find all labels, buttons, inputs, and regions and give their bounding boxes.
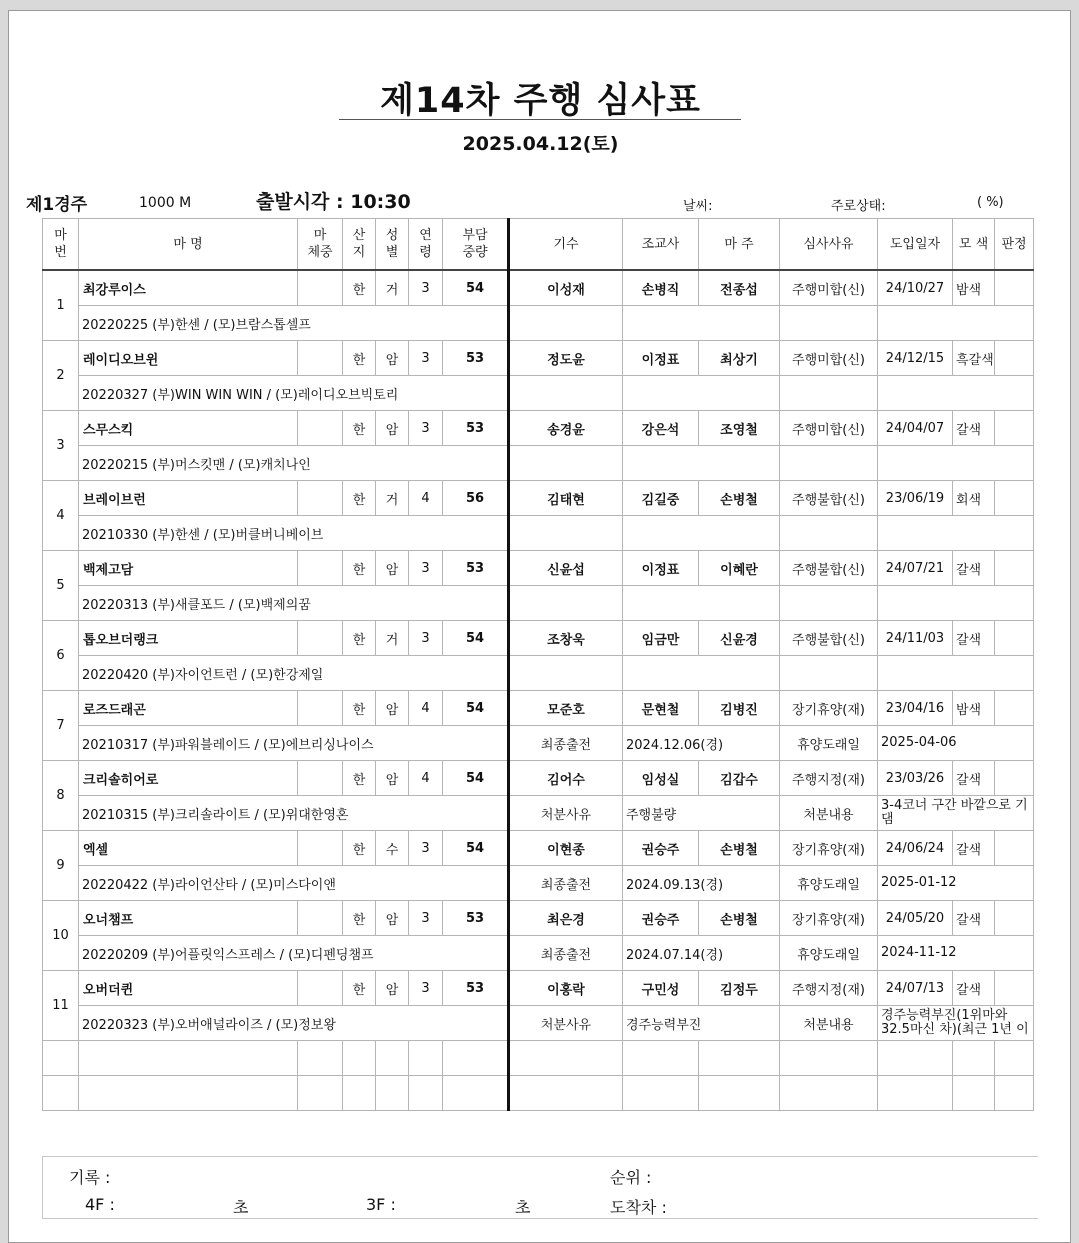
origin-cell: 한	[343, 901, 376, 936]
entry-detail-row	[43, 376, 1034, 411]
judge-cell	[995, 411, 1034, 446]
jockey-name: 송경윤	[509, 411, 623, 446]
entry-row	[43, 411, 1034, 446]
judge-cell	[995, 761, 1034, 796]
entry-row	[43, 270, 1034, 306]
coat-color: 밤색	[953, 691, 995, 726]
detail-label-1	[509, 306, 623, 341]
origin-cell: 한	[343, 270, 376, 306]
detail-value-1	[623, 516, 780, 551]
entry-number: 9	[43, 831, 79, 901]
detail-value-1: 경주능력부진	[623, 1006, 780, 1041]
coat-color: 갈색	[953, 831, 995, 866]
detail-value-1	[623, 306, 780, 341]
horse-name: 백제고담	[79, 551, 298, 586]
empty-cell	[43, 1076, 79, 1111]
horse-name: 로즈드래곤	[79, 691, 298, 726]
review-reason: 주행불합(신)	[780, 621, 878, 656]
horse-name: 레이디오브윈	[79, 341, 298, 376]
entry-detail-row	[43, 726, 1034, 761]
load-weight: 53	[443, 551, 509, 586]
review-reason: 장기휴양(재)	[780, 691, 878, 726]
age-cell: 3	[409, 341, 443, 376]
entry-detail-row	[43, 446, 1034, 481]
entry-detail-row	[43, 936, 1034, 971]
detail-label-2: 휴양도래일	[780, 866, 878, 901]
age-cell: 3	[409, 411, 443, 446]
pedigree: 20220420 (부)자이언트런 / (모)한강제일	[79, 656, 509, 691]
jockey-name: 신윤섭	[509, 551, 623, 586]
body-weight-cell	[298, 971, 343, 1006]
entry-number: 10	[43, 901, 79, 971]
judge-cell	[995, 901, 1034, 936]
pedigree: 20220422 (부)라이언산타 / (모)미스다이앤	[79, 866, 509, 901]
sex-cell: 거	[376, 270, 409, 306]
trainer-name: 이정표	[623, 341, 699, 376]
empty-cell	[43, 1041, 79, 1076]
detail-label-2: 휴양도래일	[780, 726, 878, 761]
empty-cell	[878, 1041, 953, 1076]
load-weight: 53	[443, 411, 509, 446]
header-sex: 성 별	[376, 219, 409, 271]
sex-cell: 암	[376, 341, 409, 376]
jockey-name: 김태현	[509, 481, 623, 516]
owner-name: 조영철	[699, 411, 780, 446]
split-3f-label: 3F :	[366, 1195, 396, 1214]
detail-value-2: 2025-01-12	[878, 866, 1034, 901]
header-origin: 산 지	[343, 219, 376, 271]
coat-color: 갈색	[953, 551, 995, 586]
judge-cell	[995, 971, 1034, 1006]
empty-cell	[623, 1076, 699, 1111]
age-cell: 3	[409, 901, 443, 936]
horse-name: 최강루이스	[79, 270, 298, 306]
pedigree: 20210330 (부)한센 / (모)버클버니베이브	[79, 516, 509, 551]
intro-date: 24/05/20	[878, 901, 953, 936]
load-weight: 56	[443, 481, 509, 516]
trainer-name: 김길중	[623, 481, 699, 516]
detail-value-1: 2024.07.14(경)	[623, 936, 780, 971]
trainer-name: 문현철	[623, 691, 699, 726]
coat-color: 갈색	[953, 411, 995, 446]
detail-value-1	[623, 446, 780, 481]
detail-value-1	[623, 586, 780, 621]
owner-name: 손병철	[699, 901, 780, 936]
empty-cell	[79, 1076, 298, 1111]
load-weight: 54	[443, 691, 509, 726]
age-cell: 3	[409, 270, 443, 306]
entry-detail-row	[43, 796, 1034, 831]
track-moisture-percent: ( %)	[977, 195, 1004, 210]
review-reason: 주행지정(재)	[780, 761, 878, 796]
detail-label-2	[780, 586, 878, 621]
horse-name: 오너챔프	[79, 901, 298, 936]
trainer-name: 임성실	[623, 761, 699, 796]
detail-value-2	[878, 516, 1034, 551]
entries-table	[42, 218, 1034, 1111]
empty-cell	[623, 1041, 699, 1076]
detail-value-2	[878, 446, 1034, 481]
jockey-name: 조창욱	[509, 621, 623, 656]
body-weight-cell	[298, 831, 343, 866]
origin-cell: 한	[343, 831, 376, 866]
body-weight-cell	[298, 411, 343, 446]
entry-detail-row	[43, 586, 1034, 621]
detail-value-1	[623, 376, 780, 411]
trainer-name: 권승주	[623, 831, 699, 866]
header-owner: 마 주	[699, 219, 780, 271]
sex-cell: 거	[376, 481, 409, 516]
load-weight: 53	[443, 971, 509, 1006]
coat-color: 밤색	[953, 270, 995, 306]
header-body-weight: 마 체중	[298, 219, 343, 271]
weather-label: 날씨:	[683, 199, 713, 214]
owner-name: 이혜란	[699, 551, 780, 586]
review-reason: 주행미합(신)	[780, 411, 878, 446]
entry-row	[43, 761, 1034, 796]
empty-cell	[376, 1076, 409, 1111]
body-weight-cell	[298, 551, 343, 586]
detail-label-1	[509, 656, 623, 691]
origin-cell: 한	[343, 341, 376, 376]
detail-label-2	[780, 656, 878, 691]
horse-name: 엑셀	[79, 831, 298, 866]
empty-cell	[409, 1076, 443, 1111]
track-condition-label: 주로상태:	[831, 199, 886, 214]
header-age: 연 령	[409, 219, 443, 271]
horse-name: 스무스킥	[79, 411, 298, 446]
age-cell: 3	[409, 971, 443, 1006]
jockey-name: 최은경	[509, 901, 623, 936]
empty-row	[43, 1076, 1034, 1111]
empty-cell	[509, 1041, 623, 1076]
entry-number: 5	[43, 551, 79, 621]
sex-cell: 암	[376, 761, 409, 796]
page-title: 제14차 주행 심사표	[380, 81, 701, 121]
load-weight: 54	[443, 270, 509, 306]
age-cell: 3	[409, 621, 443, 656]
entry-number: 2	[43, 341, 79, 411]
coat-color: 회색	[953, 481, 995, 516]
trainer-name: 구민성	[623, 971, 699, 1006]
split-4f-unit: 초	[233, 1198, 249, 1217]
intro-date: 23/03/26	[878, 761, 953, 796]
origin-cell: 한	[343, 481, 376, 516]
sex-cell: 수	[376, 831, 409, 866]
sex-cell: 거	[376, 621, 409, 656]
rank-label: 순위 :	[610, 1168, 652, 1187]
entry-detail-row	[43, 1006, 1034, 1041]
horse-name: 크리솔히어로	[79, 761, 298, 796]
detail-value-2: 2024-11-12	[878, 936, 1034, 971]
intro-date: 24/07/13	[878, 971, 953, 1006]
entry-number: 1	[43, 270, 79, 341]
sex-cell: 암	[376, 551, 409, 586]
jockey-name: 이홍락	[509, 971, 623, 1006]
origin-cell: 한	[343, 971, 376, 1006]
empty-cell	[780, 1076, 878, 1111]
owner-name: 손병철	[699, 481, 780, 516]
pedigree: 20220215 (부)머스킷맨 / (모)캐치나인	[79, 446, 509, 481]
record-box	[42, 1156, 1038, 1219]
entry-number: 6	[43, 621, 79, 691]
pedigree: 20220313 (부)새클포드 / (모)백제의꿈	[79, 586, 509, 621]
origin-cell: 한	[343, 411, 376, 446]
intro-date: 24/12/15	[878, 341, 953, 376]
entry-number: 3	[43, 411, 79, 481]
split-4f-label: 4F :	[85, 1195, 115, 1214]
empty-cell	[699, 1041, 780, 1076]
entry-number: 11	[43, 971, 79, 1041]
intro-date: 24/04/07	[878, 411, 953, 446]
coat-color: 갈색	[953, 761, 995, 796]
intro-date: 23/04/16	[878, 691, 953, 726]
coat-color: 흑갈색	[953, 341, 995, 376]
entry-number: 8	[43, 761, 79, 831]
owner-name: 김병진	[699, 691, 780, 726]
pedigree: 20220327 (부)WIN WIN WIN / (모)레이디오브빅토리	[79, 376, 509, 411]
jockey-name: 정도윤	[509, 341, 623, 376]
empty-cell	[995, 1041, 1034, 1076]
detail-label-2	[780, 306, 878, 341]
empty-cell	[343, 1076, 376, 1111]
body-weight-cell	[298, 901, 343, 936]
empty-cell	[995, 1076, 1034, 1111]
empty-cell	[953, 1076, 995, 1111]
detail-label-1	[509, 446, 623, 481]
header-no: 마 번	[43, 219, 79, 271]
jockey-name: 이성재	[509, 270, 623, 306]
review-reason: 장기휴양(재)	[780, 901, 878, 936]
record-label: 기록 :	[69, 1168, 111, 1187]
horse-name: 오버더퀸	[79, 971, 298, 1006]
header-reason: 심사사유	[780, 219, 878, 271]
age-cell: 4	[409, 691, 443, 726]
detail-label-1	[509, 516, 623, 551]
review-reason: 주행지정(재)	[780, 971, 878, 1006]
detail-label-1: 최종출전	[509, 726, 623, 761]
intro-date: 24/07/21	[878, 551, 953, 586]
origin-cell: 한	[343, 761, 376, 796]
body-weight-cell	[298, 621, 343, 656]
detail-value-2: 2025-04-06	[878, 726, 1034, 761]
race-distance: 1000 M	[139, 195, 192, 211]
race-number: 제1경주	[26, 195, 88, 215]
entry-row	[43, 831, 1034, 866]
trainer-name: 강은석	[623, 411, 699, 446]
empty-cell	[298, 1041, 343, 1076]
header-load: 부담 중량	[443, 219, 509, 271]
entry-row	[43, 341, 1034, 376]
empty-cell	[443, 1041, 509, 1076]
start-time: 출발시각 : 10:30	[256, 191, 411, 213]
split-3f-unit: 초	[515, 1198, 531, 1217]
header-trainer: 조교사	[623, 219, 699, 271]
review-reason: 주행미합(신)	[780, 341, 878, 376]
judge-cell	[995, 270, 1034, 306]
intro-date: 24/11/03	[878, 621, 953, 656]
entry-detail-row	[43, 866, 1034, 901]
detail-value-1	[623, 656, 780, 691]
entry-detail-row	[43, 306, 1034, 341]
coat-color: 갈색	[953, 621, 995, 656]
owner-name: 김정두	[699, 971, 780, 1006]
owner-name: 전종섭	[699, 270, 780, 306]
judge-cell	[995, 621, 1034, 656]
body-weight-cell	[298, 481, 343, 516]
horse-name: 브레이브런	[79, 481, 298, 516]
sex-cell: 암	[376, 901, 409, 936]
coat-color: 갈색	[953, 971, 995, 1006]
trainer-name: 임금만	[623, 621, 699, 656]
detail-label-2	[780, 376, 878, 411]
empty-cell	[79, 1041, 298, 1076]
race-date: 2025.04.12(토)	[462, 133, 619, 155]
age-cell: 3	[409, 551, 443, 586]
intro-date: 24/10/27	[878, 270, 953, 306]
header-color: 모 색	[953, 219, 995, 271]
pedigree: 20210315 (부)크리솔라이트 / (모)위대한영혼	[79, 796, 509, 831]
pedigree: 20220209 (부)어플릿익스프레스 / (모)디펜딩챔프	[79, 936, 509, 971]
judge-cell	[995, 691, 1034, 726]
body-weight-cell	[298, 761, 343, 796]
sex-cell: 암	[376, 411, 409, 446]
entry-row	[43, 901, 1034, 936]
empty-cell	[509, 1076, 623, 1111]
entry-row	[43, 551, 1034, 586]
header-jockey: 기수	[509, 219, 623, 271]
empty-cell	[953, 1041, 995, 1076]
load-weight: 54	[443, 831, 509, 866]
empty-cell	[343, 1041, 376, 1076]
detail-label-2: 처분내용	[780, 796, 878, 831]
detail-value-1: 2024.09.13(경)	[623, 866, 780, 901]
judge-cell	[995, 551, 1034, 586]
load-weight: 54	[443, 621, 509, 656]
detail-label-2: 휴양도래일	[780, 936, 878, 971]
detail-label-1	[509, 586, 623, 621]
trainer-name: 손병직	[623, 270, 699, 306]
document-page	[8, 10, 1071, 1243]
review-reason: 장기휴양(재)	[780, 831, 878, 866]
origin-cell: 한	[343, 621, 376, 656]
entry-number: 7	[43, 691, 79, 761]
review-reason: 주행불합(신)	[780, 481, 878, 516]
jockey-name: 이현종	[509, 831, 623, 866]
body-weight-cell	[298, 270, 343, 306]
sex-cell: 암	[376, 691, 409, 726]
empty-row	[43, 1041, 1034, 1076]
detail-value-2	[878, 586, 1034, 621]
judge-cell	[995, 481, 1034, 516]
trainer-name: 이정표	[623, 551, 699, 586]
intro-date: 23/06/19	[878, 481, 953, 516]
detail-label-1: 최종출전	[509, 866, 623, 901]
detail-label-1	[509, 376, 623, 411]
header-name: 마 명	[79, 219, 298, 271]
detail-label-2: 처분내용	[780, 1006, 878, 1041]
jockey-name: 김어수	[509, 761, 623, 796]
detail-value-2	[878, 306, 1034, 341]
origin-cell: 한	[343, 551, 376, 586]
entry-number: 4	[43, 481, 79, 551]
entry-detail-row	[43, 516, 1034, 551]
horse-name: 톱오브더랭크	[79, 621, 298, 656]
load-weight: 53	[443, 901, 509, 936]
coat-color: 갈색	[953, 901, 995, 936]
entry-detail-row	[43, 656, 1034, 691]
owner-name: 최상기	[699, 341, 780, 376]
detail-value-2	[878, 376, 1034, 411]
header-intro-date: 도입일자	[878, 219, 953, 271]
empty-cell	[699, 1076, 780, 1111]
age-cell: 4	[409, 761, 443, 796]
owner-name: 손병철	[699, 831, 780, 866]
pedigree: 20220225 (부)한센 / (모)브람스톱셀프	[79, 306, 509, 341]
jockey-name: 모준호	[509, 691, 623, 726]
entry-row	[43, 621, 1034, 656]
empty-cell	[298, 1076, 343, 1111]
detail-value-2: 3-4코너 구간 바깥으로 기댐	[878, 796, 1034, 831]
trainer-name: 권승주	[623, 901, 699, 936]
age-cell: 4	[409, 481, 443, 516]
owner-name: 신윤경	[699, 621, 780, 656]
entry-row	[43, 481, 1034, 516]
judge-cell	[995, 831, 1034, 866]
detail-value-1: 주행불량	[623, 796, 780, 831]
origin-cell: 한	[343, 691, 376, 726]
detail-label-2	[780, 446, 878, 481]
intro-date: 24/06/24	[878, 831, 953, 866]
entry-row	[43, 691, 1034, 726]
detail-label-1: 처분사유	[509, 1006, 623, 1041]
review-reason: 주행미합(신)	[780, 270, 878, 306]
detail-value-2	[878, 656, 1034, 691]
pedigree: 20220323 (부)오버애널라이즈 / (모)정보왕	[79, 1006, 509, 1041]
header-row	[43, 219, 1034, 271]
entry-row	[43, 971, 1034, 1006]
arrival-margin-label: 도착차 :	[610, 1198, 667, 1217]
detail-label-1: 최종출전	[509, 936, 623, 971]
detail-label-1: 처분사유	[509, 796, 623, 831]
empty-cell	[443, 1076, 509, 1111]
empty-cell	[376, 1041, 409, 1076]
judge-cell	[995, 341, 1034, 376]
empty-cell	[780, 1041, 878, 1076]
age-cell: 3	[409, 831, 443, 866]
detail-value-2: 경주능력부진(1위마와 32.5마신 차)(최근 1년 이	[878, 1006, 1034, 1041]
load-weight: 53	[443, 341, 509, 376]
review-reason: 주행불합(신)	[780, 551, 878, 586]
empty-cell	[409, 1041, 443, 1076]
detail-value-1: 2024.12.06(경)	[623, 726, 780, 761]
sex-cell: 암	[376, 971, 409, 1006]
load-weight: 54	[443, 761, 509, 796]
pedigree: 20210317 (부)파워블레이드 / (모)에브리싱나이스	[79, 726, 509, 761]
header-judge: 판정	[995, 219, 1034, 271]
title-underline	[339, 119, 741, 120]
body-weight-cell	[298, 691, 343, 726]
owner-name: 김갑수	[699, 761, 780, 796]
body-weight-cell	[298, 341, 343, 376]
detail-label-2	[780, 516, 878, 551]
empty-cell	[878, 1076, 953, 1111]
